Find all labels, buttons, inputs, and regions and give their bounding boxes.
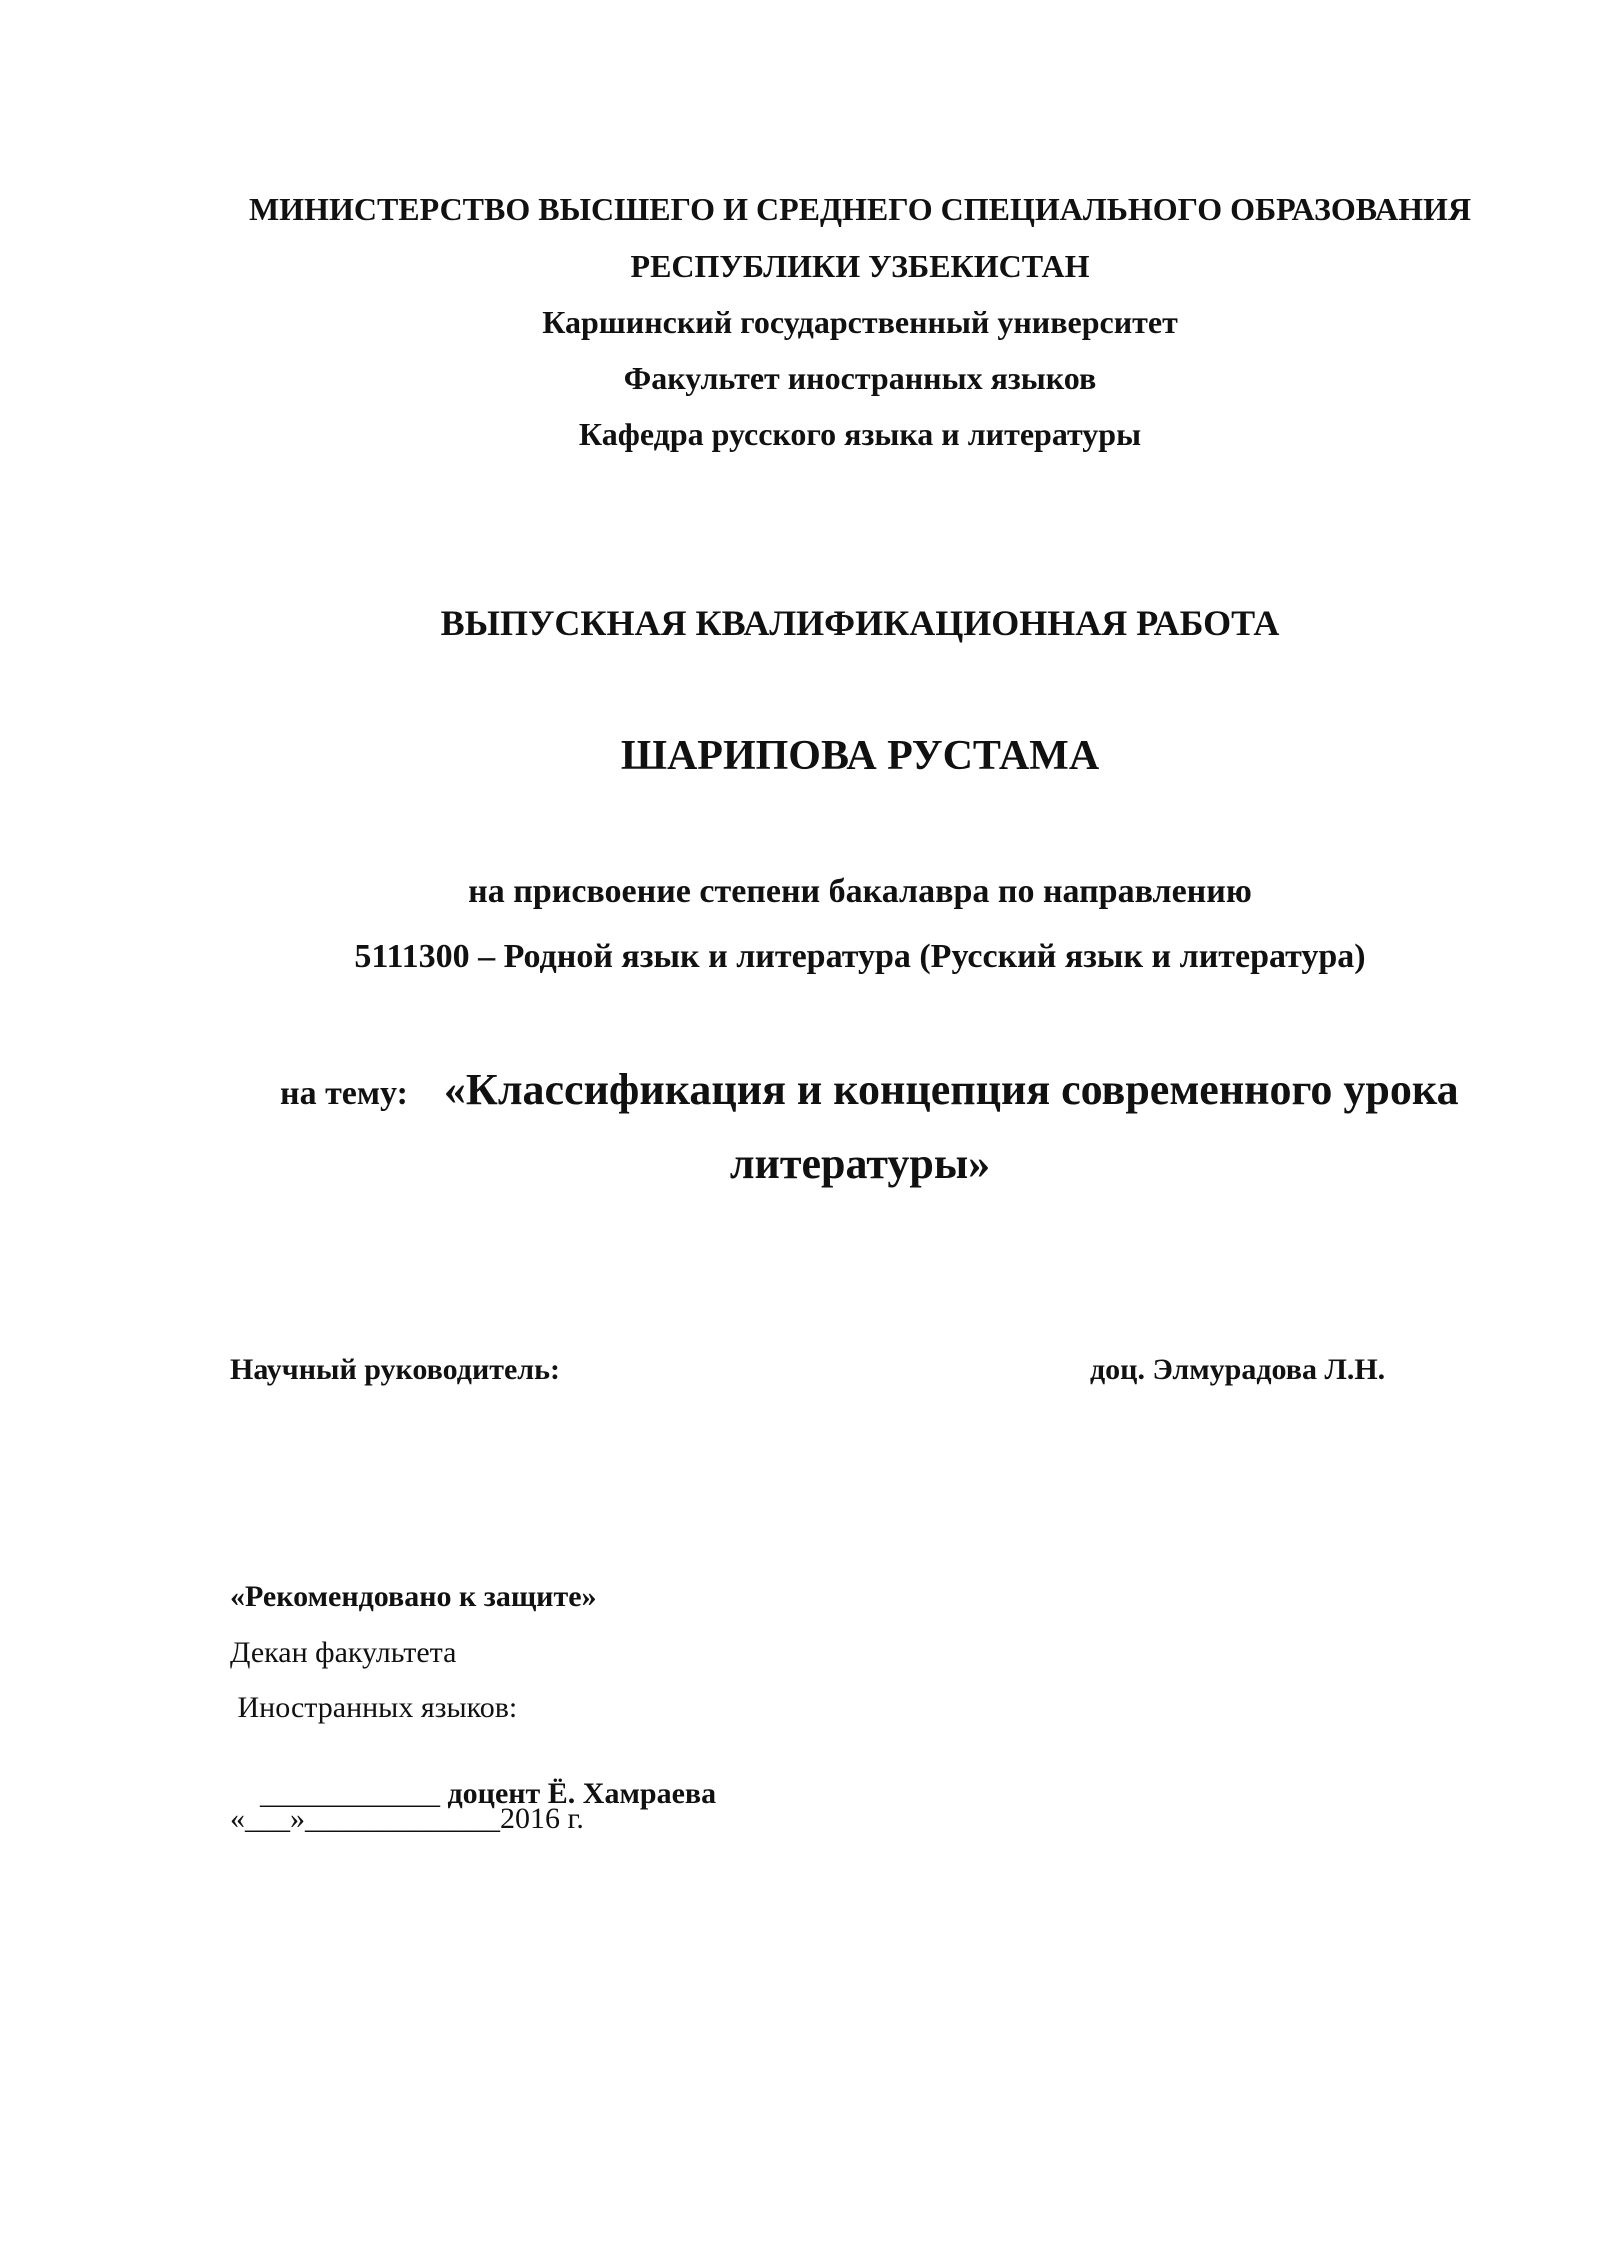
degree-line-1: на присвоение степени бакалавра по направлению <box>468 873 1252 910</box>
signer-name: доцент Ё. Хамраева <box>440 1777 717 1810</box>
recommended-label: «Рекомендовано к защите» <box>230 1580 597 1613</box>
dean-title-line-2: Иностранных языков: <box>230 1691 518 1724</box>
author-name: ШАРИПОВА РУСТАМА <box>620 733 1100 779</box>
supervisor-label: Научный руководитель: <box>230 1353 560 1386</box>
topic-title-line-2: литературы» <box>729 1139 991 1188</box>
department-name: Кафедра русского языка и литературы <box>578 416 1142 452</box>
supervisor-name: доц. Элмурадова Л.Н. <box>1090 1353 1386 1386</box>
work-type: ВЫПУСКНАЯ КВАЛИФИКАЦИОННАЯ РАБОТА <box>440 603 1280 643</box>
signature-blank: ____________ <box>260 1777 440 1810</box>
faculty-name: Факультет иностранных языков <box>623 360 1097 396</box>
ministry-line-1: МИНИСТЕРСТВО ВЫСШЕГО И СРЕДНЕГО СПЕЦИАЛЬНОГО ОБРАЗОВАНИЯ <box>248 191 1472 227</box>
degree-line-2: 5111300 – Родной язык и литература (Русский язык и литература) <box>354 938 1366 975</box>
ministry-line-2: РЕСПУБЛИКИ УЗБЕКИСТАН <box>630 248 1090 284</box>
dean-title-line-1: Декан факультета <box>230 1636 457 1669</box>
topic-title-line-1: «Классификация и концепция современного урока <box>443 1065 1459 1114</box>
date-line: «___»_____________2016 г. <box>230 1802 584 1835</box>
topic-line <box>280 1065 1459 1114</box>
topic-prefix: на тему: <box>280 1075 408 1112</box>
university-name: Каршинский государственный университет <box>542 304 1178 340</box>
